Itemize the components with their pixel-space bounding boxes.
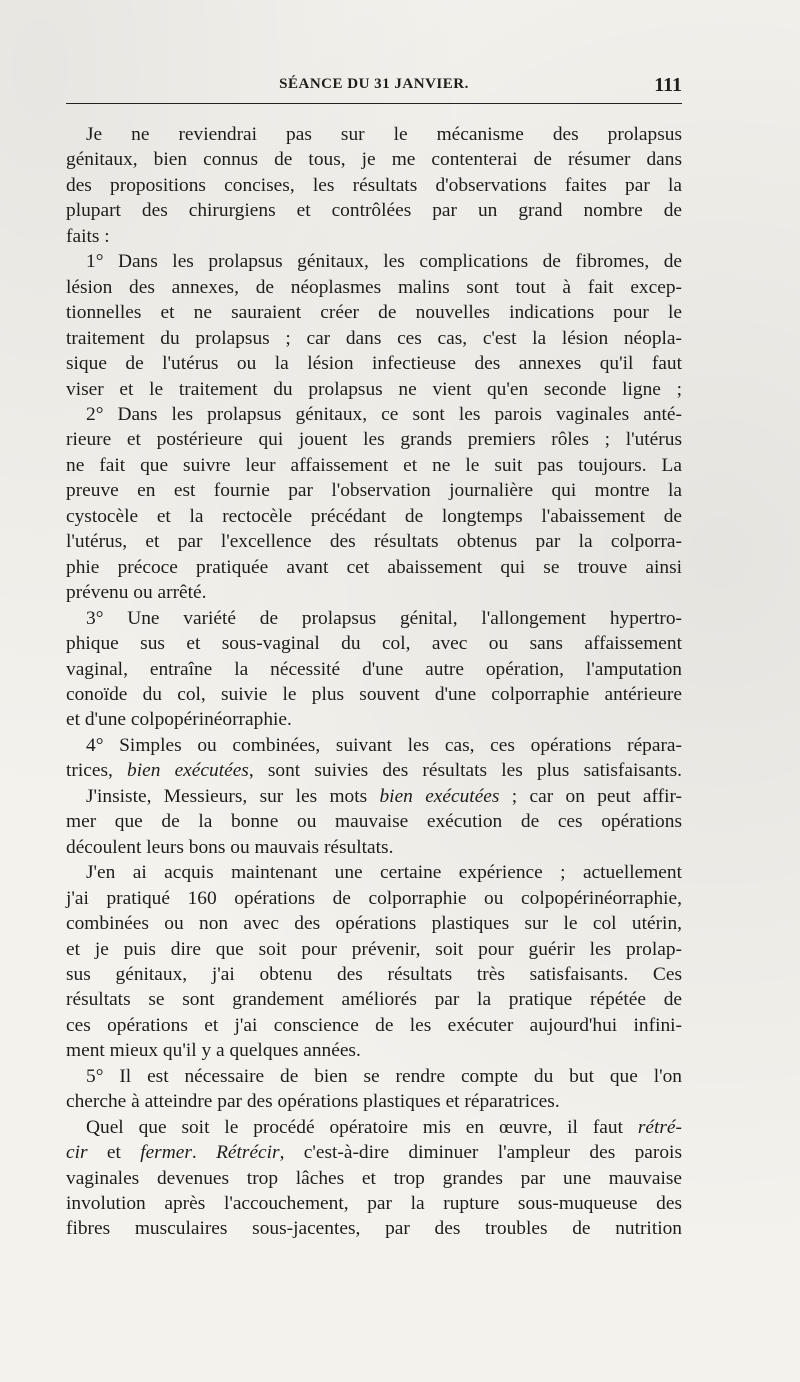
text-line: j'ai pratiqué 160 opérations de colporraphie ou colpopérinéorraphie,: [66, 887, 682, 909]
text-line: génitaux, bien connus de tous, je me contenterai de résumer dans: [66, 149, 682, 171]
text-line: phique sus et sous-vaginal du col, avec ou sans affaissement: [66, 633, 682, 655]
text-line: Je ne reviendrai pas sur le mécanisme des prolapsus: [86, 124, 682, 145]
text-line: 4° Simples ou combinées, suivant les cas, ces opérations répara-: [86, 734, 682, 756]
text-line: [66, 758, 682, 783]
text-line: lésion des annexes, de néoplasmes malins sont tout à fait excep-: [66, 276, 682, 298]
text-line: et je puis dire que soit pour prévenir, soit pour guérir les prolap-: [66, 938, 682, 960]
text-line: ne fait que suivre leur affaissement et ne le suit pas toujours. La: [66, 454, 682, 476]
text-line: vaginales devenues trop lâches et trop grandes par une mauvaise: [66, 1167, 682, 1189]
text-line: prévenu ou arrêté.: [66, 582, 207, 604]
text-line: 2° Dans les prolapsus génitaux, ce sont les parois vaginales anté-: [86, 403, 682, 425]
text-run: , sont suivies des résultats les plus satisfaisants.: [248, 760, 682, 782]
text-line: tionnelles et ne sauraient créer de nouvelles indications pour le: [66, 302, 682, 324]
text-run: .: [191, 1142, 217, 1164]
body-text: [66, 122, 682, 1242]
text-line: phie précoce pratiquée avant cet abaissement qui se trouve ainsi: [66, 556, 682, 578]
page-number: 111: [654, 74, 682, 96]
text-line: sique de l'utérus ou la lésion infectieuse des annexes qu'il faut: [66, 353, 682, 375]
text-line: faits :: [66, 225, 110, 247]
header-title: SÉANCE DU 31 JANVIER.: [279, 76, 469, 92]
text-line: plupart des chirurgiens et contrôlées par un grand nombre de: [66, 200, 682, 222]
text-run: Quel que soit le procédé opératoire mis en œuvre, il faut: [86, 1116, 638, 1138]
text-line: cherche à atteindre par des opérations plastiques et réparatrices.: [66, 1091, 560, 1113]
emphasis-run: cir: [66, 1142, 88, 1164]
text-line: rieure et postérieure qui jouent les grands premiers rôles ; l'utérus: [66, 429, 682, 451]
text-line: mer que de la bonne ou mauvaise exécution de ces opérations: [66, 811, 682, 833]
emphasis-run: bien exécutées: [379, 785, 500, 807]
text-line: involution après l'accouchement, par la rupture sous-muqueuse des: [66, 1193, 682, 1215]
text-line: 3° Une variété de prolapsus génital, l'allongement hypertro-: [86, 607, 682, 629]
running-header: [66, 72, 682, 98]
text-run: , c'est-à-dire diminuer l'ampleur des parois: [279, 1142, 682, 1164]
header-rule: [66, 103, 682, 104]
text-line: résultats se sont grandement améliorés par la pratique répétée de: [66, 989, 682, 1011]
text-line: sus génitaux, j'ai obtenu des résultats très satisfaisants. Ces: [66, 963, 682, 985]
text-line: fibres musculaires sous-jacentes, par des troubles de nutrition: [66, 1218, 682, 1240]
text-line: vaginal, entraîne la nécessité d'une autre opération, l'amputation: [66, 658, 682, 680]
text-line: [66, 1115, 682, 1140]
text-run: et: [87, 1142, 141, 1164]
text-line: cystocèle et la rectocèle précédant de longtemps l'abaissement de: [66, 505, 682, 527]
emphasis-run: Rétrécir: [216, 1142, 280, 1164]
text-run: J'insiste, Messieurs, sur les mots: [86, 785, 380, 807]
text-line: ces opérations et j'ai conscience de les exécuter aujourd'hui infini-: [66, 1014, 682, 1036]
text-line: J'en ai acquis maintenant une certaine expérience ; actuellement: [86, 862, 682, 884]
text-line: 1° Dans les prolapsus génitaux, les complications de fibromes, de: [86, 251, 682, 273]
emphasis-run: fermer: [140, 1142, 192, 1164]
text-line: viser et le traitement du prolapsus ne vient qu'en seconde ligne ;: [66, 378, 682, 400]
text-line: des propositions concises, les résultats d'observations faites par la: [66, 174, 682, 196]
text-line: preuve en est fournie par l'observation journalière qui montre la: [66, 480, 682, 502]
text-line: conoïde du col, suivie le plus souvent d'une colporraphie antérieure: [66, 683, 682, 705]
text-line: découlent leurs bons ou mauvais résultats.: [66, 836, 394, 858]
text-line: l'utérus, et par l'excellence des résultats obtenus par la colporra-: [66, 531, 682, 553]
text-run: ; car on peut affir-: [499, 785, 682, 807]
text-line: [66, 784, 682, 809]
emphasis-run: bien exécutées: [127, 760, 249, 782]
text-line: [66, 1140, 682, 1165]
text-line: ment mieux qu'il y a quelques années.: [66, 1040, 361, 1062]
emphasis-run: rétré-: [637, 1116, 682, 1138]
text-line: 5° Il est nécessaire de bien se rendre compte du but que l'on: [86, 1065, 682, 1087]
text-line: et d'une colpopérinéorraphie.: [66, 709, 292, 731]
text-line: traitement du prolapsus ; car dans ces cas, c'est la lésion néopla-: [66, 327, 682, 349]
text-run: trices,: [66, 760, 128, 782]
text-line: combinées ou non avec des opérations plastiques sur le col utérin,: [66, 913, 682, 935]
